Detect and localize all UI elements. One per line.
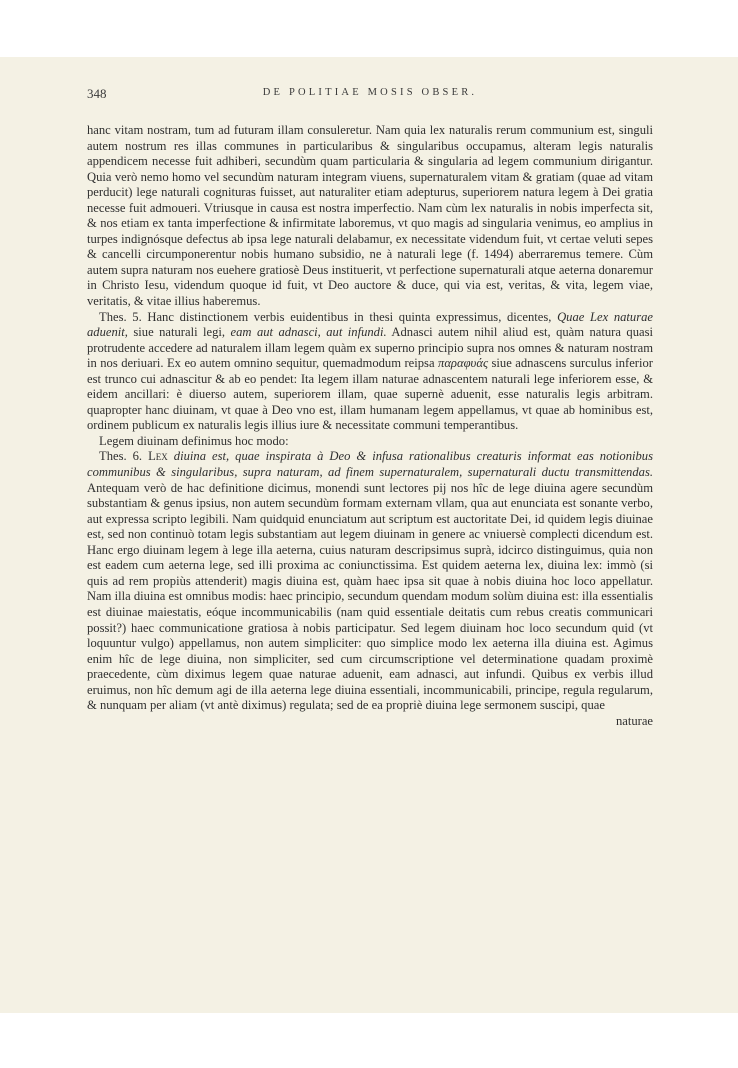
book-page <box>0 57 738 1013</box>
paragraph-definition-intro: Legem diuinam definimus hoc modo: <box>99 433 289 448</box>
thesis-6-tail: Antequam verò de hac definitione dicimus, monendi sunt lectores pij nos hîc de lege diuina agere secundùm substantiam & genus ipsius, non autem secundùm formam externam vllam, qua aut enunciata est sonante verbo, aut expressa scripto legibili. Nam quidquid enunciatum aut scriptum est auctoritate Dei, id quidem legis diuinae est, sed non continuò totam legis substantiam aut legem diuinam in genere ac vniuersè complecti dicendum est. Hanc ergo diuinam legem à lege illa aeterna, cuius naturam descripsimus suprà, idcirco distinguimus, quia non est eadem cum aeterna lege, sed illi proxima ac coniunctissima. Est quidem aeterna lex, diuina lex: immò (si quis ad rem propiùs attenderit) magis diuina est, quàm haec ipsa sit quae à nobis diuina hoc loco appellatur. Nam illa diuina est omnibus modis: haec principio, secundum quendam modum solùm diuina est: illa essentialis est diuinae maiestatis, eóque incommunicabilis (nam quid essentiale deitatis cum rebus creatis communicari possit?) haec communicatione gratiosa à nobis participatur. Sed legem diuinam hoc loco secundum quid (vt loquuntur vulgo) appellamus, non autem simpliciter: quo simplice modo lex aeterna illa diuina est. Agimus enim hîc de lege diuina, non simpliciter, sed cum circumscriptione vel determinatione quadam proximè praecedente, cùm diximus legem quae naturae aduenit, eam adnasci, aut infundi. Quibus ex verbis illud eruimus, non hîc demum agi de illa aeterna lege diuina essentiali, incommunicabili, principe, regula regularum, & nunquam per aliam (vt antè diximus) regulata; sed de ea propriè diuina lege sermonem suscipi, quae <box>87 480 653 713</box>
running-head: DE POLITIAE MOSIS OBSER. <box>262 87 478 98</box>
thesis-6-definition: diuina est, quae inspirata à Deo & infusa rationalibus creaturis informat eas notionibus communibus & singularibus, supra naturam, ad finem supernaturalem, supernaturali ductu transmittendas. <box>87 449 653 480</box>
thesis-5-mid-2: Adnasci autem nihil aliud est, quàm natura quasi protrudente accedere ad naturalem illam legem quàm ex superno principio supra nos omnes & naturam nostram in nos deriuari. Ex eo autem omnino sequitur, quemadmodum reipsa <box>87 325 654 371</box>
thesis-5-italic-2: eam aut adnasci, aut infundi. <box>230 325 387 340</box>
thesis-5-italic-1: Quae Lex naturae aduenit <box>87 309 653 340</box>
thesis-5-lead: Thes. 5. Hanc distinctionem verbis euidentibus in thesi quinta expressimus, dicentes, <box>99 309 558 324</box>
paragraph-1: hanc vitam nostram, tum ad futuram illam consuleretur. Nam quia lex naturalis rerum communium est, singuli autem nostrum res illas communes in particularibus & singularibus occupamus, alteram legis naturalis appendicem necesse fuit adhiberi, secundùm quam particularia & singularia ad legem communium dirigantur. Quia verò nemo homo vel secundùm naturam integram viuens, supernaturalem vitam & gratiam (quae ad vitam perducit) lege naturali cognituras fuisset, aut naturaliter etiam adepturus, superiorem natura legem à Dei gratia necesse fuit admoueri. Vtriusque in causa est nostra imperfectio. Nam cùm lex naturalis in nobis imperfecta sit, & nos etiam ex tanta imperfectione & infirmitate laboremus, vt quo magis ad singularia venimus, eo amplius in turpes indignósque defectus ab ipsa lege naturali delabamur, ex necessitate videndum fuit, vt certae veluti sepes & cancelli circumponerentur nobis humano subsidio, ne à naturali lege (f. 1494) aberraremus temere. Cùm autem supra naturam nos euehere gratiosè Deus instituerit, vt perfectione supernaturali atque aeterna donaremur in Christo Iesu, videndum quoque id fuit, vt Deo auctore & duce, qui via est, veritas, & vita, legem viae, veritatis, & vitae illius haberemus. <box>87 123 653 309</box>
paragraph-thesis-6 <box>87 449 653 713</box>
thesis-5-tail: siue adnascens surculus inferior est trunco cui adnascitur & ab eo pendet: Ita legem illam naturae adnascentem naturali lege inferiorem esse, & eidem ancillari: è diuerso autem, superiorem illam, quae supernè aduenit, esse naturalis legis arbitram. quapropter hanc diuinam, vt quae à Deo vno est, illam humanam legem appellamus, vt quae ab hominibus est, ordinem publicum ex naturalis legis illius iure & necessitate communi temperantibus. <box>87 356 653 433</box>
thesis-5-mid-1: , siue naturali legi, <box>124 325 231 340</box>
catchword: naturae <box>615 713 653 728</box>
thesis-5-greek: παραφυάς <box>438 356 489 371</box>
thesis-6-lex: Lex <box>148 449 168 464</box>
body-text <box>87 123 653 729</box>
page-header <box>87 86 653 104</box>
paragraph-thesis-5 <box>87 310 653 434</box>
page-number: 348 <box>87 86 107 101</box>
thesis-6-lead: Thes. 6. <box>99 449 149 464</box>
